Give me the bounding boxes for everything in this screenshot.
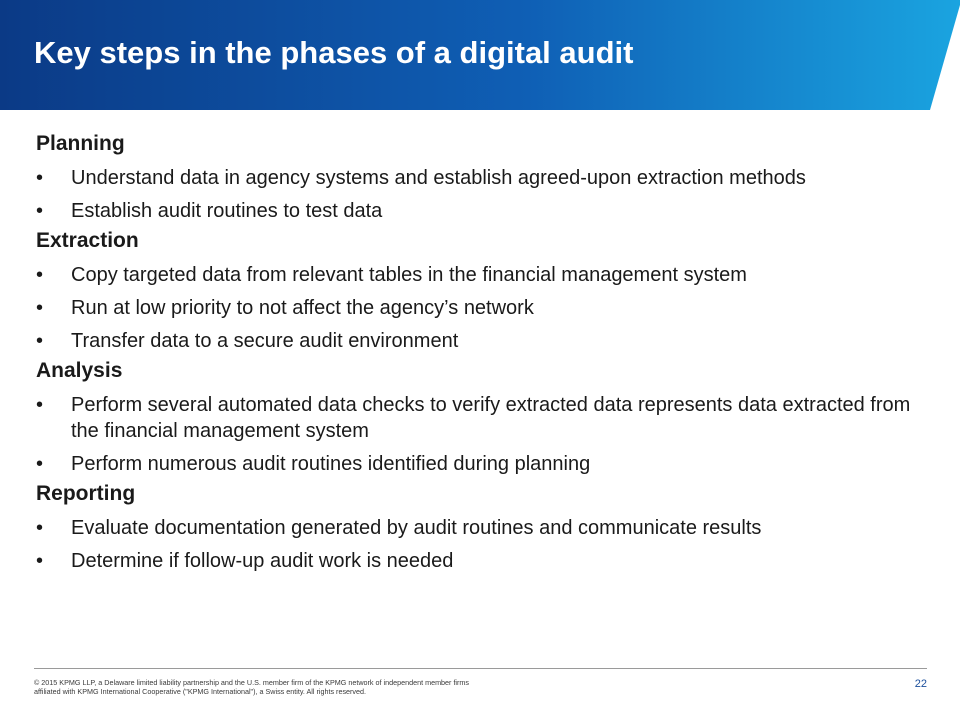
bullet-item <box>36 198 936 224</box>
bullet-item <box>36 295 936 321</box>
bullet-symbol: • <box>36 167 44 189</box>
page-number: 22 <box>914 678 927 690</box>
bullet-text: Establish audit routines to test data <box>71 200 383 222</box>
bullet-text: Determine if follow-up audit work is needed <box>71 550 454 572</box>
section-heading: Reporting <box>36 482 136 505</box>
section-heading: Extraction <box>36 229 139 252</box>
bullet-symbol: • <box>36 297 44 319</box>
footer-divider <box>34 668 927 669</box>
content-body <box>36 130 936 577</box>
bullet-symbol: • <box>36 330 44 352</box>
bullet-item <box>36 262 936 288</box>
bullet-symbol: • <box>36 264 44 286</box>
section-extraction <box>36 227 936 354</box>
section-analysis <box>36 357 936 477</box>
bullet-symbol: • <box>36 453 44 475</box>
bullet-item <box>36 165 936 191</box>
bullet-text: Evaluate documentation generated by audit routines and communicate results <box>71 517 762 539</box>
bullet-item <box>36 515 936 541</box>
bullet-item <box>36 392 936 444</box>
section-planning <box>36 130 936 224</box>
bullet-text: Transfer data to a secure audit environment <box>71 330 459 352</box>
bullet-text: Perform numerous audit routines identified during planning <box>71 453 591 475</box>
slide-title: Key steps in the phases of a digital audit <box>34 35 634 70</box>
bullet-item <box>36 548 936 574</box>
section-reporting <box>36 480 936 574</box>
bullet-symbol: • <box>36 200 44 222</box>
bullet-text: Perform several automated data checks to verify extracted data represents data extracted from the financial management system <box>71 394 911 442</box>
copyright-notice: © 2015 KPMG LLP, a Delaware limited liability partnership and the U.S. member firm of the KPMG network of independent member firms affiliated with KPMG International Cooperative ("KPMG International"), a Swiss entity. All rights reserved. <box>34 678 470 696</box>
bullet-text: Run at low priority to not affect the agency’s network <box>71 297 534 319</box>
bullet-symbol: • <box>36 550 44 572</box>
bullet-symbol: • <box>36 517 44 539</box>
bullet-item <box>36 451 936 477</box>
bullet-text: Understand data in agency systems and establish agreed-upon extraction methods <box>71 167 806 189</box>
section-heading: Planning <box>36 132 125 155</box>
bullet-text: Copy targeted data from relevant tables in the financial management system <box>71 264 747 286</box>
bullet-symbol: • <box>36 394 44 416</box>
bullet-item <box>36 328 936 354</box>
section-heading: Analysis <box>36 359 123 382</box>
